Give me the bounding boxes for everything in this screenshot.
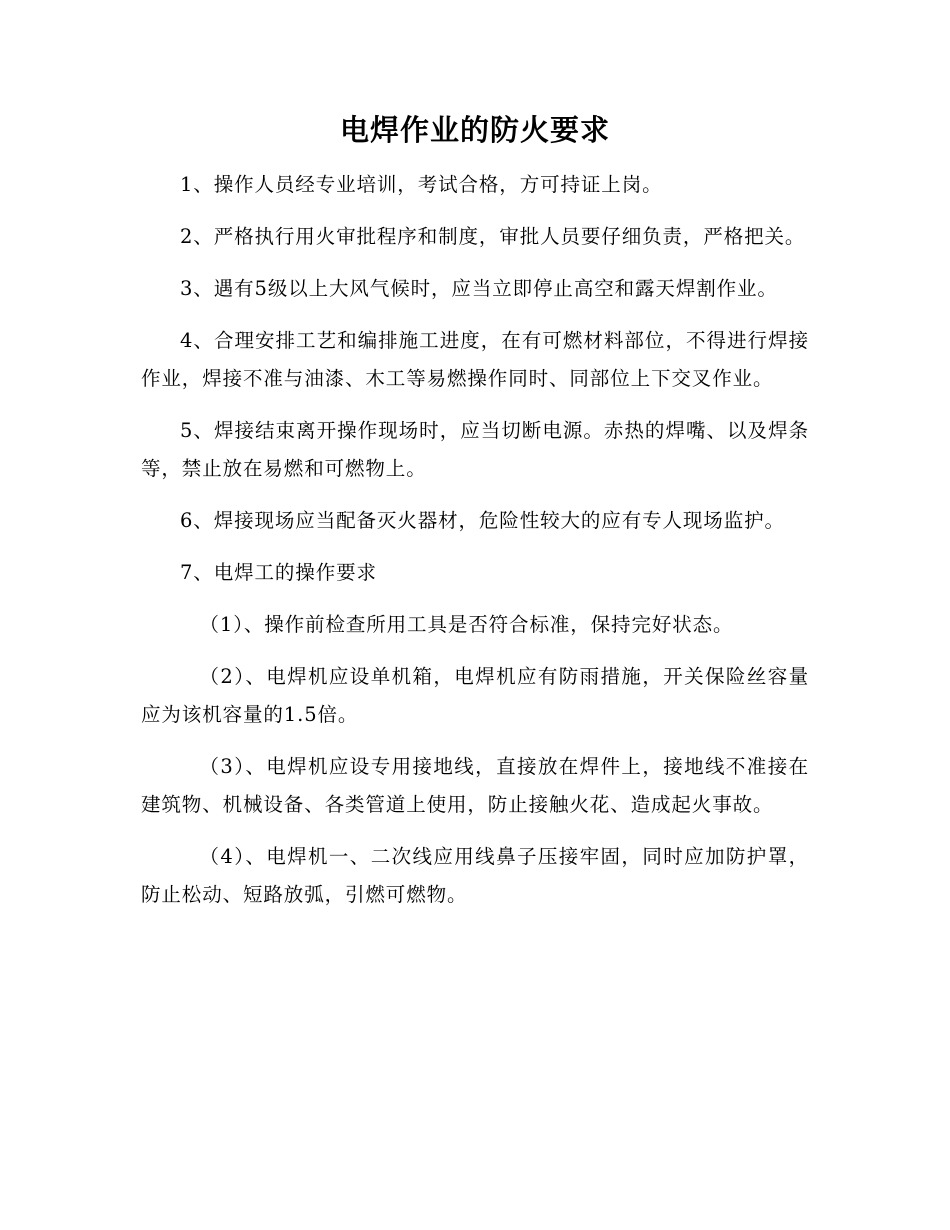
sub-item-1: （1）、操作前检查所用工具是否符合标准，保持完好状态。 <box>199 613 734 636</box>
paragraph-6: 6、焊接现场应当配备灭火器材，危险性较大的应有专人现场监护。 <box>180 509 785 532</box>
paragraph-3: 3、遇有5级以上大风气候时，应当立即停止高空和露天焊割作业。 <box>180 277 778 300</box>
paragraph-5: 5、焊接结束离开操作现场时，应当切断电源。赤热的焊嘴、以及焊条等，禁止放在易燃和可燃物上。 <box>141 419 809 480</box>
sub-item-2: （2）、电焊机应设单机箱，电焊机应有防雨措施，开关保险丝容量应为该机容量的1.5倍。 <box>141 665 809 726</box>
paragraph-1: 1、操作人员经专业培训，考试合格，方可持证上岗。 <box>180 173 663 196</box>
document-title: 电焊作业的防火要求 <box>339 113 610 147</box>
document-body <box>141 166 809 928</box>
paragraph-4: 4、合理安排工艺和编排施工进度，在有可燃材料部位，不得进行焊接作业，焊接不准与油漆、木工等易燃操作同时、同部位上下交叉作业。 <box>141 329 809 390</box>
sub-item-3: （3）、电焊机应设专用接地线，直接放在焊件上，接地线不准接在建筑物、机械设备、各类管道上使用，防止接触火花、造成起火事故。 <box>141 755 809 816</box>
paragraph-7: 7、电焊工的操作要求 <box>180 561 377 584</box>
sub-item-4: （4）、电焊机一、二次线应用线鼻子压接牢固，同时应加防护罩，防止松动、短路放弧，引燃可燃物。 <box>141 845 809 906</box>
paragraph-2: 2、严格执行用火审批程序和制度，审批人员要仔细负责，严格把关。 <box>180 225 806 248</box>
